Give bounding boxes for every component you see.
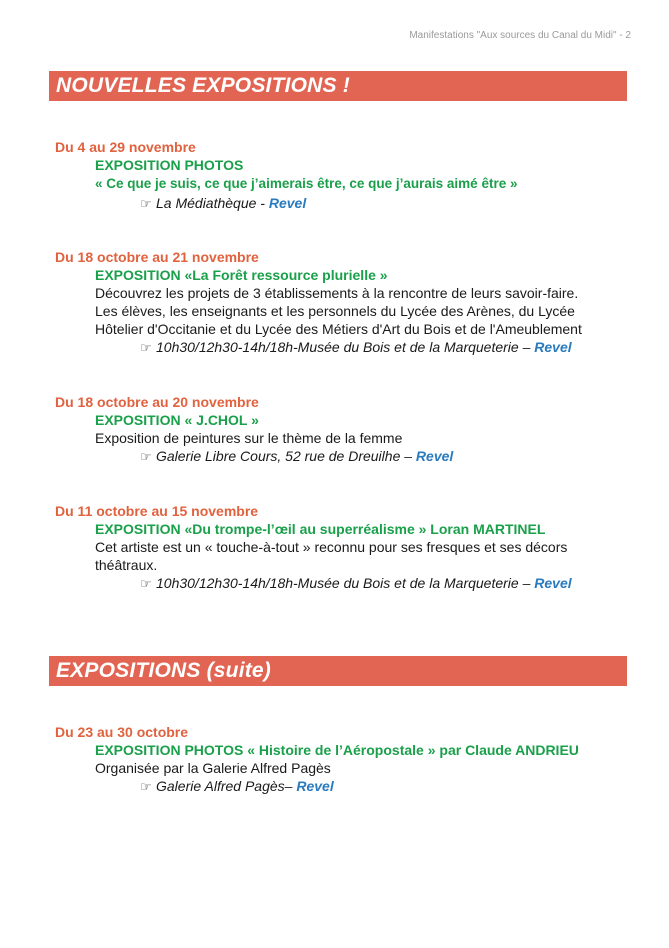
section-title: EXPOSITIONS (suite) xyxy=(56,659,271,682)
event-description-line: Les élèves, les enseignants et les personnels du Lycée des Arènes, du Lycée xyxy=(95,303,575,319)
event-venue xyxy=(140,777,625,796)
event-description-line: Hôtelier d'Occitanie et du Lycée des Métiers d'Art du Bois et de l'Ameublement xyxy=(95,321,582,337)
venue-city: Revel xyxy=(534,575,572,591)
pointing-hand-icon: ☞ xyxy=(140,576,152,591)
event-martinel xyxy=(55,502,625,593)
event-description-line: Cet artiste est un « touche-à-tout » reconnu pour ses fresques et ses décors xyxy=(95,539,568,555)
section-title: NOUVELLES EXPOSITIONS ! xyxy=(56,74,350,97)
pointing-hand-icon: ☞ xyxy=(140,340,152,355)
event-date: Du 4 au 29 novembre xyxy=(55,139,196,155)
pointing-hand-icon: ☞ xyxy=(140,449,152,464)
page-header: Manifestations "Aux sources du Canal du Midi" - 2 xyxy=(409,30,631,41)
event-description-line: Exposition de peintures sur le thème de la femme xyxy=(95,430,403,446)
event-title: EXPOSITION «La Forêt ressource plurielle » xyxy=(95,267,388,283)
event-title: EXPOSITION PHOTOS « Histoire de l’Aéropostale » par Claude ANDRIEU xyxy=(95,742,579,758)
event-foret xyxy=(55,248,625,357)
venue-text: 10h30/12h30-14h/18h-Musée du Bois et de la Marqueterie – xyxy=(156,339,535,355)
venue-city: Revel xyxy=(415,448,454,464)
event-title: EXPOSITION PHOTOS xyxy=(95,157,244,173)
event-venue xyxy=(140,574,625,593)
event-venue xyxy=(140,447,625,466)
venue-city: Revel xyxy=(534,339,572,355)
event-date: Du 11 octobre au 15 novembre xyxy=(55,503,259,519)
event-jchol xyxy=(55,393,625,466)
venue-text: Galerie Libre Cours, 52 rue de Dreuilhe – xyxy=(156,448,416,464)
venue-city: Revel xyxy=(296,778,334,794)
event-title: EXPOSITION «Du trompe-l’œil au superréalisme » Loran MARTINEL xyxy=(95,521,546,537)
event-venue xyxy=(140,338,625,357)
venue-text: Galerie Alfred Pagès– xyxy=(156,778,297,794)
event-subtitle: « Ce que je suis, ce que j’aimerais être, ce que j’aurais aimé être » xyxy=(95,176,518,191)
pointing-hand-icon: ☞ xyxy=(140,779,152,794)
event-date: Du 18 octobre au 21 novembre xyxy=(55,249,259,265)
event-description-line: Découvrez les projets de 3 établissements à la rencontre de leurs savoir-faire. xyxy=(95,285,579,301)
event-description-line: Organisée par la Galerie Alfred Pagès xyxy=(95,760,331,776)
section-banner-suite xyxy=(49,656,627,686)
event-date: Du 23 au 30 octobre xyxy=(55,724,189,740)
section-banner-new xyxy=(49,71,627,101)
event-aeropostale xyxy=(55,723,625,796)
venue-city: Revel xyxy=(268,195,307,211)
venue-text: 10h30/12h30-14h/18h-Musée du Bois et de la Marqueterie – xyxy=(156,575,535,591)
event-description-line: théâtraux. xyxy=(95,557,158,573)
event-venue xyxy=(140,194,625,213)
event-title: EXPOSITION « J.CHOL » xyxy=(95,412,259,428)
event-date: Du 18 octobre au 20 novembre xyxy=(55,394,259,410)
venue-text: La Médiathèque - xyxy=(156,195,269,211)
pointing-hand-icon: ☞ xyxy=(140,196,152,211)
event-photo-exhibition xyxy=(55,138,625,213)
